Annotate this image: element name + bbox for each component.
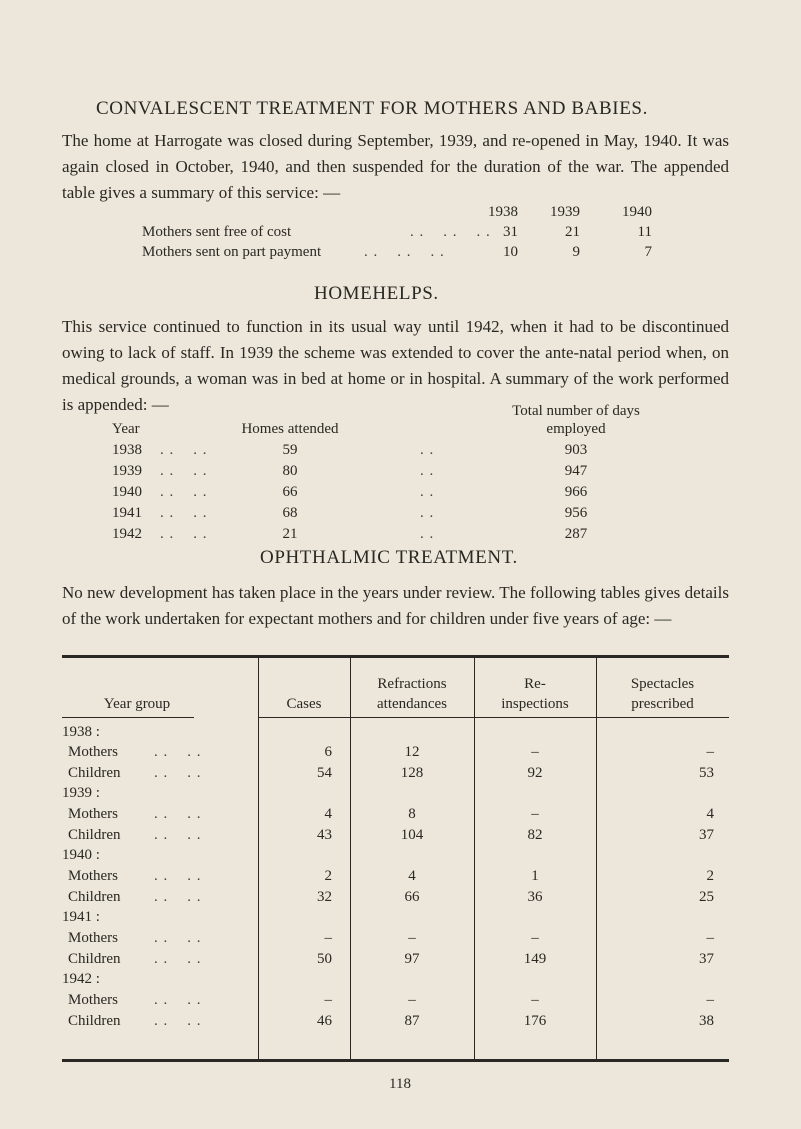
row-label: Children (68, 765, 121, 781)
hh-days: 947 (564, 463, 588, 479)
refractions-cell: 8 (408, 806, 416, 822)
leader-dots: . . (420, 526, 435, 542)
row-label: Children (68, 827, 121, 843)
conv-row-label: Mothers sent on part payment (142, 244, 322, 260)
conv-value: 11 (637, 224, 652, 240)
conv-value: 10 (503, 244, 518, 260)
hh-homes: 66 (282, 484, 298, 500)
row-label: Children (68, 1013, 121, 1029)
cases-cell: 50 (317, 951, 332, 967)
cases-cell: 6 (324, 744, 332, 760)
leader-dots: . . . . . . (410, 224, 491, 240)
col-days-header: employed (546, 421, 606, 437)
hh-days: 903 (564, 442, 588, 458)
cases-cell: 54 (317, 765, 332, 781)
table-bottom-rule (62, 1059, 729, 1062)
refractions-cell: 104 (400, 827, 424, 843)
conv-year-1938: 1938 (488, 204, 518, 220)
refractions-cell: 66 (404, 889, 420, 905)
reinspections-cell: 1 (531, 868, 539, 884)
hh-days: 287 (564, 526, 588, 542)
col-year-header: Year (112, 421, 140, 437)
refractions-cell: – (408, 992, 416, 1008)
leader-dots: . . (420, 484, 435, 500)
cases-cell: 2 (324, 868, 332, 884)
row-label: Mothers (68, 930, 118, 946)
leader-dots: . . . . (160, 484, 208, 500)
leader-dots: . . . . (154, 827, 202, 843)
spectacles-cell: – (706, 744, 714, 760)
refractions-cell: 87 (404, 1013, 420, 1029)
refractions-cell: 12 (404, 744, 420, 760)
leader-dots: . . . . (160, 526, 208, 542)
conv-year-1940: 1940 (622, 204, 652, 220)
conv-value: 9 (572, 244, 580, 260)
hh-year: 1938 (112, 442, 142, 458)
header-cases: Cases (286, 696, 322, 712)
year-group-label: 1939 : (62, 785, 100, 801)
reinspections-cell: 176 (523, 1013, 547, 1029)
refractions-cell: 97 (404, 951, 420, 967)
header-spectacles: Spectacles (630, 676, 695, 692)
refractions-cell: 4 (408, 868, 416, 884)
row-label: Children (68, 889, 121, 905)
header-rule (258, 717, 729, 718)
row-label: Mothers (68, 868, 118, 884)
hh-homes: 59 (282, 442, 298, 458)
leader-dots: . . . . (154, 889, 202, 905)
refractions-cell: – (408, 930, 416, 946)
ophthalmic-table (62, 655, 729, 1063)
convalescent-title: CONVALESCENT TREATMENT FOR MOTHERS AND BABIES. (96, 98, 648, 119)
ophthalmic-title: OPHTHALMIC TREATMENT. (260, 547, 518, 568)
reinspections-cell: – (531, 992, 539, 1008)
reinspections-cell: 36 (527, 889, 543, 905)
leader-dots: . . (420, 463, 435, 479)
hh-year: 1942 (112, 526, 142, 542)
leader-dots: . . . . (160, 442, 208, 458)
spectacles-cell: 37 (699, 951, 714, 967)
reinspections-cell: 149 (523, 951, 547, 967)
hh-homes: 80 (282, 463, 298, 479)
leader-dots: . . . . (154, 951, 202, 967)
spectacles-cell: 2 (706, 868, 714, 884)
spectacles-cell: 38 (699, 1013, 714, 1029)
cases-cell: – (324, 930, 332, 946)
year-group-label: 1941 : (62, 909, 100, 925)
conv-value: 7 (644, 244, 652, 260)
leader-dots: . . (420, 442, 435, 458)
leader-dots: . . . . (160, 463, 208, 479)
col-homes-header: Homes attended (241, 421, 339, 437)
hh-days: 956 (564, 505, 588, 521)
leader-dots: . . . . (154, 992, 202, 1008)
leader-dots: . . . . (154, 930, 202, 946)
year-group-label: 1942 : (62, 971, 100, 987)
table-top-rule (62, 655, 729, 658)
reinspections-cell: 82 (527, 827, 543, 843)
year-group-label: 1938 : (62, 724, 100, 740)
spectacles-cell: 53 (699, 765, 714, 781)
reinspections-cell: – (531, 744, 539, 760)
cases-cell: 43 (317, 827, 332, 843)
row-label: Mothers (68, 806, 118, 822)
header-reinspections: inspections (501, 696, 569, 712)
year-group-label: 1940 : (62, 847, 100, 863)
leader-dots: . . . . (154, 1013, 202, 1029)
leader-dots: . . . . (160, 505, 208, 521)
leader-dots: . . . . (154, 868, 202, 884)
reinspections-cell: 92 (527, 765, 543, 781)
cases-cell: 32 (317, 889, 332, 905)
col-days-header: Total number of days (512, 403, 640, 419)
conv-value: 21 (565, 224, 580, 240)
hh-year: 1940 (112, 484, 142, 500)
spectacles-cell: 25 (699, 889, 714, 905)
spectacles-cell: 37 (699, 827, 714, 843)
convalescent-paragraph: The home at Harrogate was closed during September, 1939, and re-opened in May, 1940. It was again closed in October, 1940, and then suspended for the duration of the war. The appended table gives a summary of this service: — (62, 131, 729, 202)
hh-days: 966 (564, 484, 588, 500)
header-rule (62, 717, 194, 718)
hh-year: 1939 (112, 463, 142, 479)
conv-year-1939: 1939 (550, 204, 580, 220)
refractions-cell: 128 (400, 765, 424, 781)
reinspections-cell: – (531, 806, 539, 822)
header-reinspections: Re- (524, 676, 546, 692)
spectacles-cell: – (706, 930, 714, 946)
conv-row-label: Mothers sent free of cost (142, 224, 292, 240)
spectacles-cell: – (706, 992, 714, 1008)
hh-homes: 68 (282, 505, 298, 521)
hh-homes: 21 (282, 526, 298, 542)
reinspections-cell: – (531, 930, 539, 946)
leader-dots: . . . . (154, 806, 202, 822)
conv-value: 31 (503, 224, 518, 240)
leader-dots: . . . . (154, 765, 202, 781)
page-number: 118 (389, 1076, 411, 1092)
cases-cell: 4 (324, 806, 332, 822)
spectacles-cell: 4 (706, 806, 714, 822)
hh-year: 1941 (112, 505, 142, 521)
leader-dots: . . . . . . (364, 244, 445, 260)
header-year-group: Year group (103, 696, 171, 712)
row-label: Mothers (68, 992, 118, 1008)
row-label: Children (68, 951, 121, 967)
leader-dots: . . . . (154, 744, 202, 760)
leader-dots: . . (420, 505, 435, 521)
ophthalmic-paragraph: No new development has taken place in the years under review. The following tables gives details of the work undertaken for expectant mothers and for children under five years of age: — (62, 583, 729, 628)
row-label: Mothers (68, 744, 118, 760)
header-spectacles: prescribed (631, 696, 694, 712)
homehelps-title: HOMEHELPS. (314, 283, 439, 304)
cases-cell: 46 (317, 1013, 332, 1029)
cases-cell: – (324, 992, 332, 1008)
header-refractions: attendances (377, 696, 447, 712)
homehelps-paragraph: This service continued to function in its usual way until 1942, when it had to be discontinued owing to lack of staff. In 1939 the scheme was extended to cover the ante-natal period when, on medical grounds, a woman was in bed at home or in hospital. A summary of the work performed is appended: — (62, 317, 729, 414)
header-refractions: Refractions (377, 676, 447, 692)
